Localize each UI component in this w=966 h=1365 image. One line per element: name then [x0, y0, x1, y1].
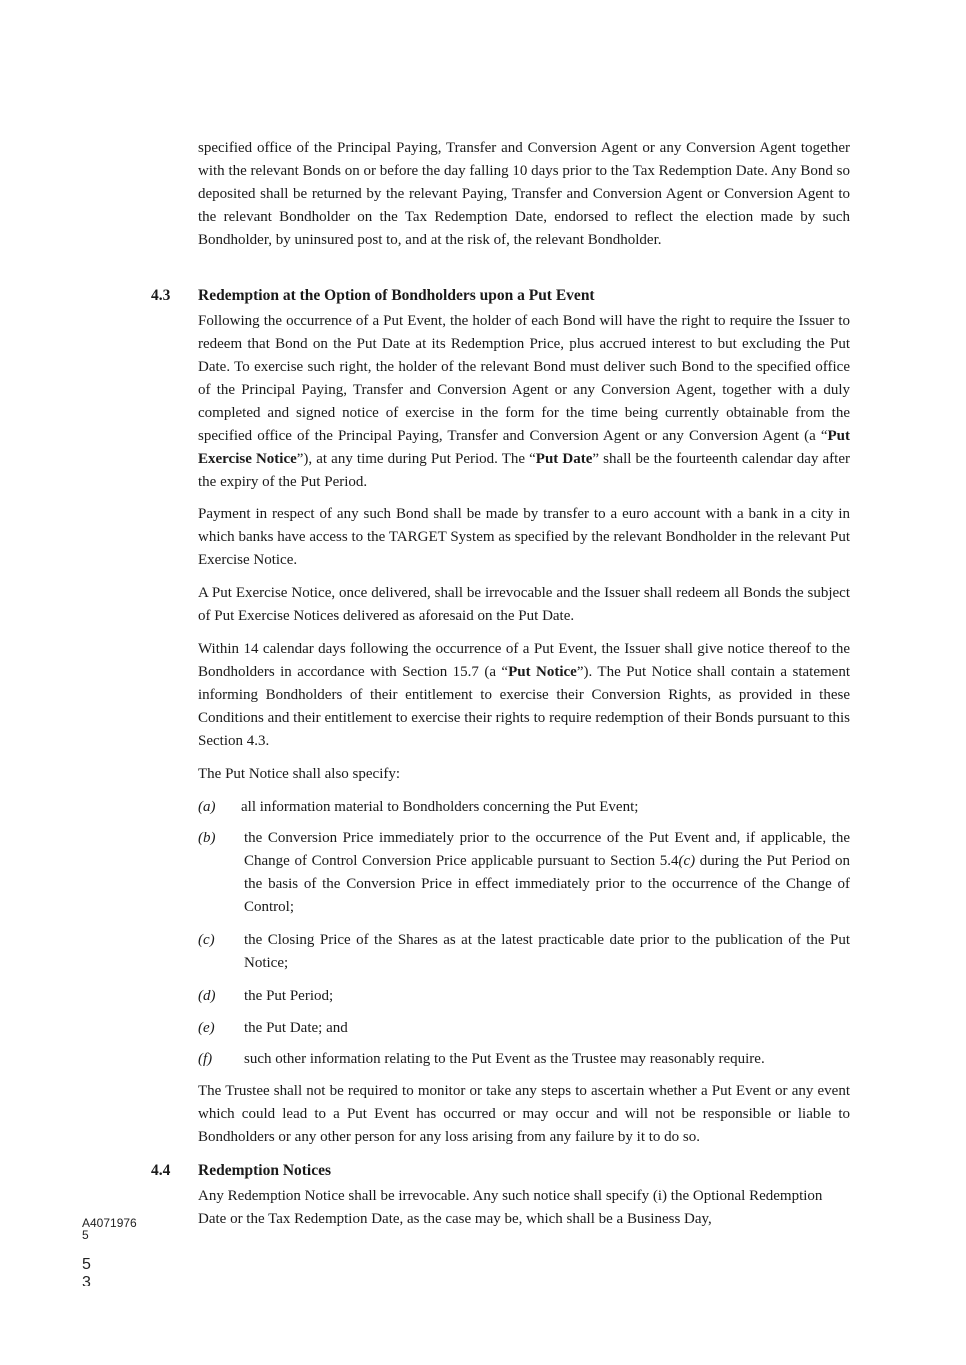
page-number-digit-cut: 3: [82, 1274, 91, 1286]
section-title-4-4: Redemption Notices: [198, 1162, 332, 1179]
list-label-f: (f): [198, 1051, 213, 1067]
text-run: during the Put Period on the basis of the Conversion Price in effect immediately prior to the occurrence of the Change of Control;: [244, 853, 850, 915]
text-run: Following the occurrence of a Put Event, the holder of each Bond will have the right to require the Issuer to redeem that Bond on the Put Date at its Redemption Price, plus accrued interest to but excluding the Put Date. To exercise such right, the holder of the relevant Bond must deliver such Bond to the specified office of the Principal Paying, Transfer and Conversion Agent or any Conversion Agent, together with a duly completed and signed notice of exercise in the form for the time being currently obtainable from the specified office of the Principal Paying, Transfer and Conversion Agent or any Conversion Agent (a “: [198, 313, 850, 444]
document-reference-line-2: 5: [82, 1228, 89, 1242]
paragraph-irrevocable: A Put Exercise Notice, once delivered, shall be irrevocable and the Issuer shall redeem all Bonds the subject of Put Exercise Notices delivered as aforesaid on the Put Date.: [198, 585, 850, 624]
list-item-e: the Put Date; and: [244, 1020, 348, 1036]
text-run: ” shall be the fourteenth calendar day after the expiry of the Put Period.: [198, 451, 850, 490]
cross-reference: (c): [678, 853, 696, 869]
list-item-a: all information material to Bondholders concerning the Put Event;: [241, 799, 639, 815]
defined-term-put-notice: Put Notice: [508, 664, 577, 680]
list-item-f: such other information relating to the Put Event as the Trustee may reasonably require.: [244, 1051, 765, 1067]
text-run: Within 14 calendar days following the occurrence of a Put Event, the Issuer shall give notice thereof to the Bondholders in accordance with Section 15.7 (a “: [198, 641, 850, 680]
paragraph-tax-redemption-continuation: specified office of the Principal Paying, Transfer and Conversion Agent or any Conversion Agent together with the relevant Bonds on or before the day falling 10 days prior to the Tax Redemption Date. Any Bond so deposited shall be returned by the relevant Paying, Transfer and Conversion Agent or Conversion Agent to the relevant Bondholder on the Tax Redemption Date, endorsed to reflect the election made by such Bondholder, by uninsured post to, and at the risk of, the relevant Bondholder.: [198, 140, 850, 248]
list-label-e: (e): [198, 1020, 215, 1036]
defined-term-put-date: Put Date: [535, 451, 593, 467]
text-run: ”). The Put Notice shall contain a statement informing Bondholders of their entitlement to exercise their Conversion Rights, as provided in these Conditions and their entitlement to exercise their rights to require redemption of their Bonds pursuant to this Section 4.3.: [198, 664, 850, 749]
text-run: ”), at any time during Put Period. The “: [296, 451, 536, 467]
document-reference-line-1: A4071976: [82, 1216, 137, 1230]
paragraph-put-notice: [198, 638, 850, 753]
list-item-c: the Closing Price of the Shares as at the latest practicable date prior to the publication of the Put Notice;: [244, 932, 850, 971]
list-item-b: [244, 827, 850, 919]
paragraph-put-notice-specify: The Put Notice shall also specify:: [198, 766, 401, 782]
page-number-digit: 5: [82, 1256, 91, 1273]
list-label-d: (d): [198, 988, 216, 1004]
defined-term-put-exercise-notice: Put Exercise Notice: [198, 428, 850, 467]
list-item-d: the Put Period;: [244, 988, 334, 1004]
section-number-4-3: 4.3: [151, 287, 171, 304]
paragraph-payment: Payment in respect of any such Bond shall be made by transfer to a euro account with a bank in a city in which banks have access to the TARGET System as specified by the relevant Bondholder in the relevant Put Exercise Notice.: [198, 506, 850, 568]
paragraph-trustee-monitor: The Trustee shall not be required to monitor or take any steps to ascertain whether a Put Event or any event which could lead to a Put Event has occurred or may occur and will not be responsible or liable to Bondholders or any other person for any loss arising from any failure by it to do so.: [198, 1083, 850, 1145]
document-reference: [82, 1217, 137, 1241]
text-run: the Conversion Price immediately prior to the occurrence of the Put Event and, if applicable, the Change of Control Conversion Price applicable pursuant to Section 5.4: [244, 830, 850, 869]
list-label-b: (b): [198, 830, 216, 846]
list-label-a: (a): [198, 799, 216, 815]
section-title-4-3: Redemption at the Option of Bondholders upon a Put Event: [198, 287, 595, 304]
paragraph-redemption-notices: Any Redemption Notice shall be irrevocable. Any such notice shall specify (i) the Optional Redemption Date or the Tax Redemption Date, as the case may be, which shall be a Business Day,: [198, 1188, 823, 1227]
list-label-c: (c): [198, 932, 215, 948]
section-number-4-4: 4.4: [151, 1162, 171, 1179]
page-number: [82, 1256, 91, 1286]
paragraph-put-event-right: [198, 310, 850, 494]
